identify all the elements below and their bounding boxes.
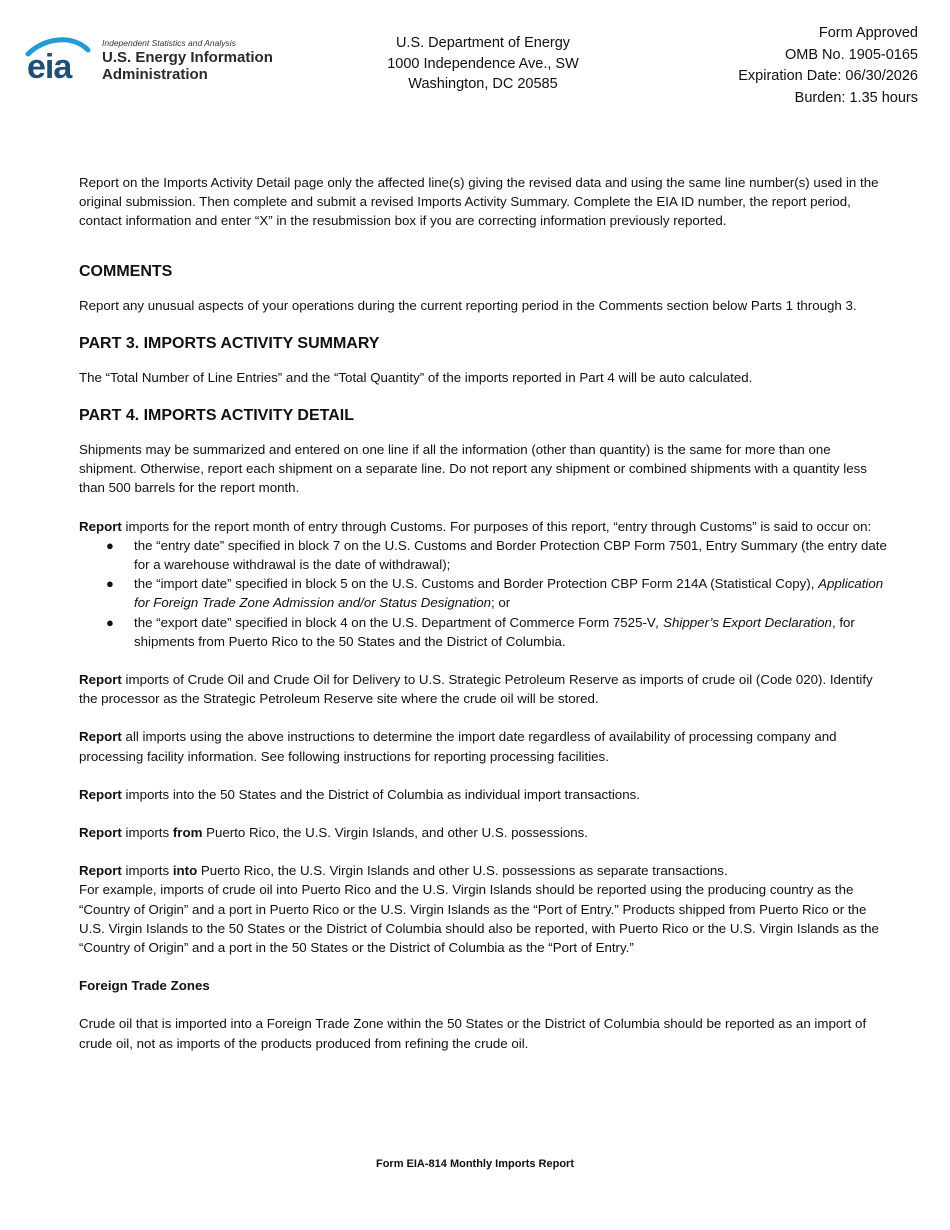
bullet-icon: ●: [106, 537, 114, 553]
form-approval-block: [738, 23, 918, 109]
approval-line: Form Approved: [818, 25, 918, 41]
eia-logo: [24, 36, 294, 86]
eia-logo-mark: eia: [27, 48, 72, 86]
report-crude-paragraph: Report imports of Crude Oil and Crude Oil for Delivery to U.S. Strategic Petroleum Reserve as imports of crude oil (Code 020). Identify the processor as the Strategic Petroleum Reserve site where the crude oil will be stored.: [79, 672, 873, 707]
list-item: ● the “entry date” specified in block 7 on the U.S. Customs and Border Protection CBP Form 7501, Entry Summary (the entry date for a warehouse withdrawal is the date of withdrawal);: [106, 537, 887, 573]
comments-heading: COMMENTS: [79, 262, 173, 280]
instructions-body: [79, 173, 891, 1053]
report-from-paragraph: Report imports from Puerto Rico, the U.S. Virgin Islands, and other U.S. possessions.: [79, 825, 588, 841]
comments-paragraph: Report any unusual aspects of your operations during the current reporting period in the Comments section below Parts 1 through 3.: [79, 297, 857, 313]
report-into-paragraph: Report imports into Puerto Rico, the U.S. Virgin Islands and other U.S. possessions as separate transactions.: [79, 863, 728, 879]
example-paragraph: For example, imports of crude oil into Puerto Rico and the U.S. Virgin Islands should be reported using the producing country as the “Country of Origin” and a port in Puerto Rico or the U.S. Virgin Islands as the “Port of Entry.” Products shipped from Puerto Rico or the U.S. Virgin Islands to the 50 States or the District of Columbia should also be reported, with Puerto Rico or the U.S. Virgin Islands as the “Country of Origin” and a port in the 50 States or the District of Columbia as the “Port of Entry.”: [79, 882, 879, 956]
address-line: U.S. Department of Energy: [395, 35, 571, 51]
list-item: ● the “import date” specified in block 5 on the U.S. Customs and Border Protection CBP Form 214A (Statistical Copy), Application for Foreign Trade Zone Admission and/or Status Designation; or: [106, 576, 884, 611]
part4-paragraph: Shipments may be summarized and entered on one line if all the information (other than quantity) is the same for more than one shipment. Otherwise, report each shipment on a separate line. Do not report any shipment or combined shipments with a quantity less than 500 barrels for the report month.: [79, 442, 867, 496]
ftz-heading: Foreign Trade Zones: [79, 978, 210, 994]
bullet-icon: ●: [106, 576, 114, 592]
list-item: ● the “export date” specified in block 4 on the U.S. Department of Commerce Form 7525-V, Shipper’s Export Declaration, for shipments from Puerto Rico to the 50 States and the District of Columbia.: [106, 614, 855, 649]
address-line: Washington, DC 20585: [408, 76, 558, 92]
address-line: 1000 Independence Ave., SW: [387, 55, 579, 72]
report-entry-paragraph: Report imports for the report month of entry through Customs. For purposes of this report, “entry through Customs” is said to occur on:: [79, 518, 872, 534]
part3-paragraph: The “Total Number of Line Entries” and the “Total Quantity” of the imports reported in Part 4 will be auto calculated.: [79, 369, 753, 385]
intro-paragraph: Report on the Imports Activity Detail page only the affected line(s) giving the revised data and using the same line number(s) used in the original submission. Then complete and submit a revised Imports Activity Summary. Complete the EIA ID number, the report period, contact information and enter “X” in the resubmission box if you are correcting information previously reported.: [79, 175, 879, 229]
report-50-states-paragraph: Report imports into the 50 States and the District of Columbia as individual import transactions.: [79, 786, 640, 802]
approval-line: OMB No. 1905-0165: [785, 46, 918, 63]
entry-date-list: [79, 536, 891, 651]
report-all-imports-paragraph: Report all imports using the above instructions to determine the import date regardless of availability of processing company and processing facility information. See following instructions for reporting processing facilities.: [79, 729, 837, 764]
part4-heading: PART 4. IMPORTS ACTIVITY DETAIL: [79, 407, 354, 425]
logo-org-name: U.S. Energy Information Administration: [102, 49, 273, 83]
ftz-paragraph: Crude oil that is imported into a Foreign Trade Zone within the 50 States or the District of Columbia should be reported as an import of crude oil, not as imports of the products produced from refining the crude oil.: [79, 1016, 867, 1051]
logo-tagline: Independent Statistics and Analysis: [102, 38, 236, 48]
approval-line: Expiration Date: 06/30/2026: [738, 68, 918, 84]
approval-line: Burden: 1.35 hours: [794, 89, 918, 106]
page-footer: Form EIA-814 Monthly Imports Report: [375, 1158, 575, 1170]
part3-heading: PART 3. IMPORTS ACTIVITY SUMMARY: [79, 334, 380, 352]
agency-address: [330, 33, 636, 95]
bullet-icon: ●: [106, 614, 114, 630]
